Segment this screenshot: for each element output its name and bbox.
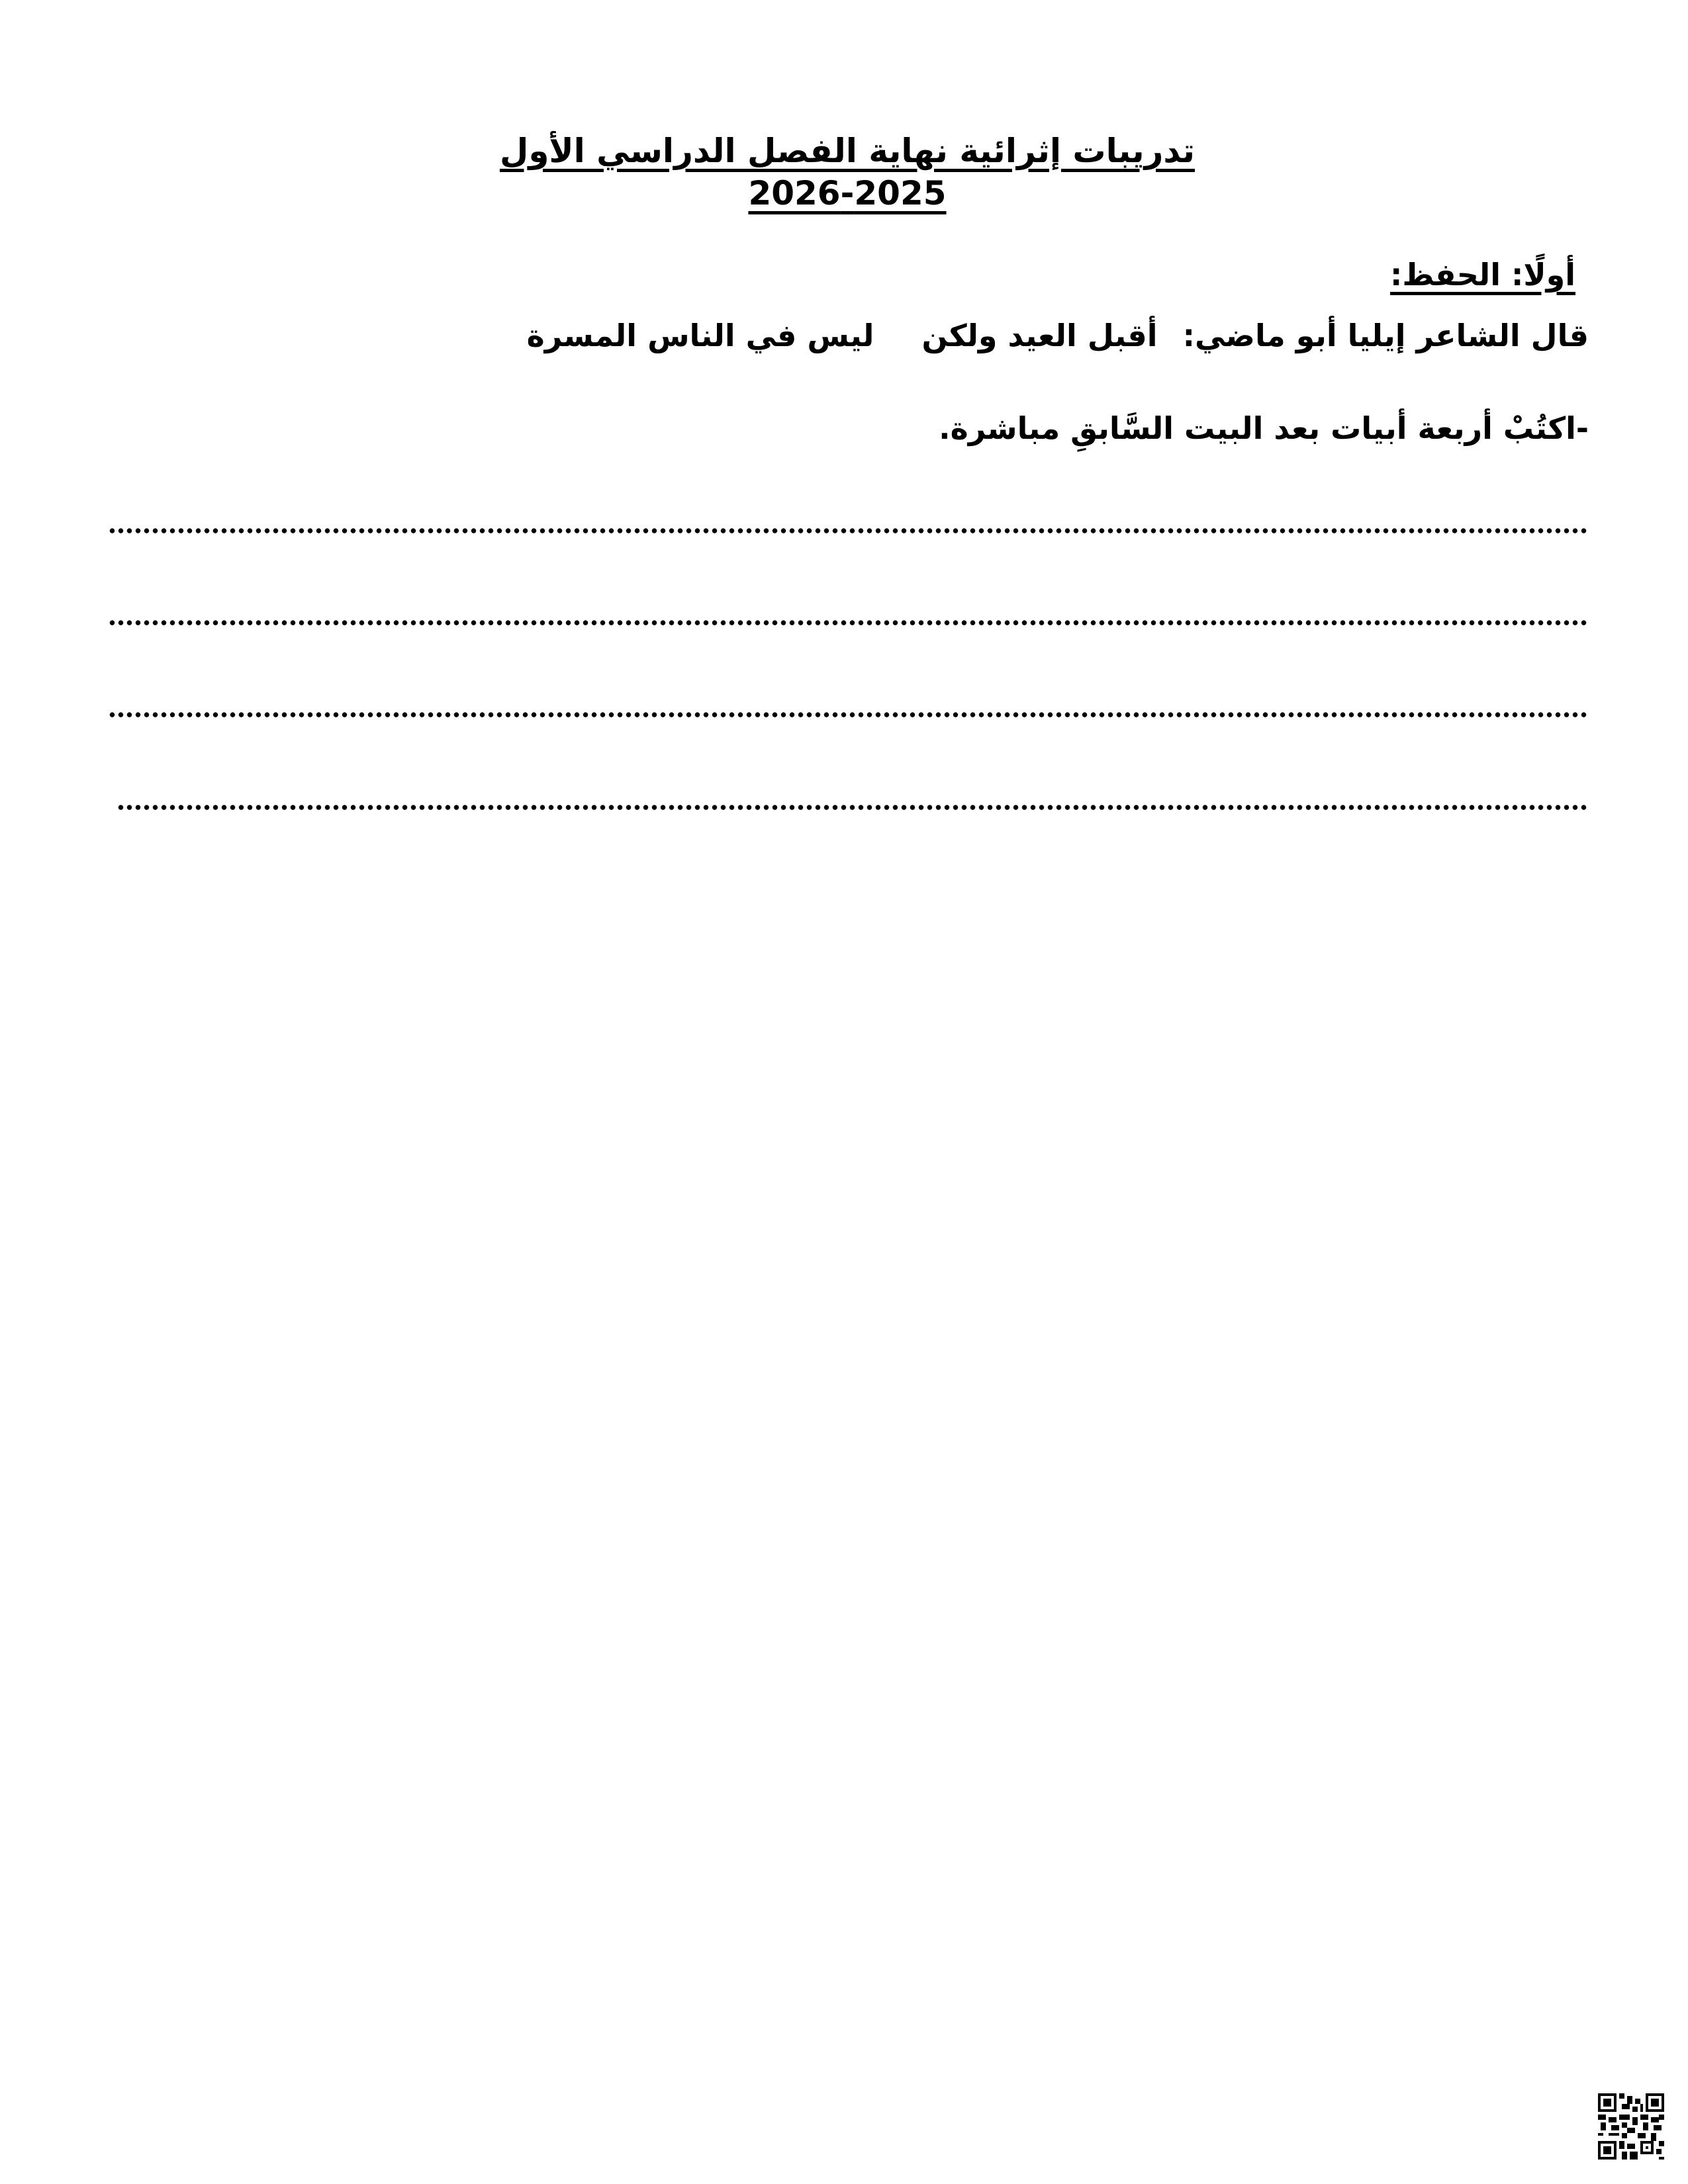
answer-line-4[interactable] (117, 803, 1587, 811)
qr-code-icon (1598, 2093, 1664, 2160)
verse-line (527, 312, 1589, 359)
section-heading-memorization: أولًا: الحفظ: (1390, 257, 1575, 293)
answer-line-1[interactable] (108, 527, 1587, 535)
page-title: تدريبات إثرائية نهاية الفصل الدراسي الأول 2025-2026 (499, 132, 1196, 212)
answer-line-3[interactable] (108, 711, 1587, 719)
instruction-text: -اكتُبْ أربعة أبيات بعد البيت السَّابقِ مباشرة. (939, 410, 1589, 446)
verse-intro: قال الشاعر إيليا أبو ماضي: (1182, 318, 1589, 353)
verse-second-hemistich: ليس في الناس المسرة (526, 318, 874, 353)
answer-line-2[interactable] (108, 619, 1587, 627)
verse-first-hemistich: أقبل العيد ولكن (921, 318, 1158, 353)
